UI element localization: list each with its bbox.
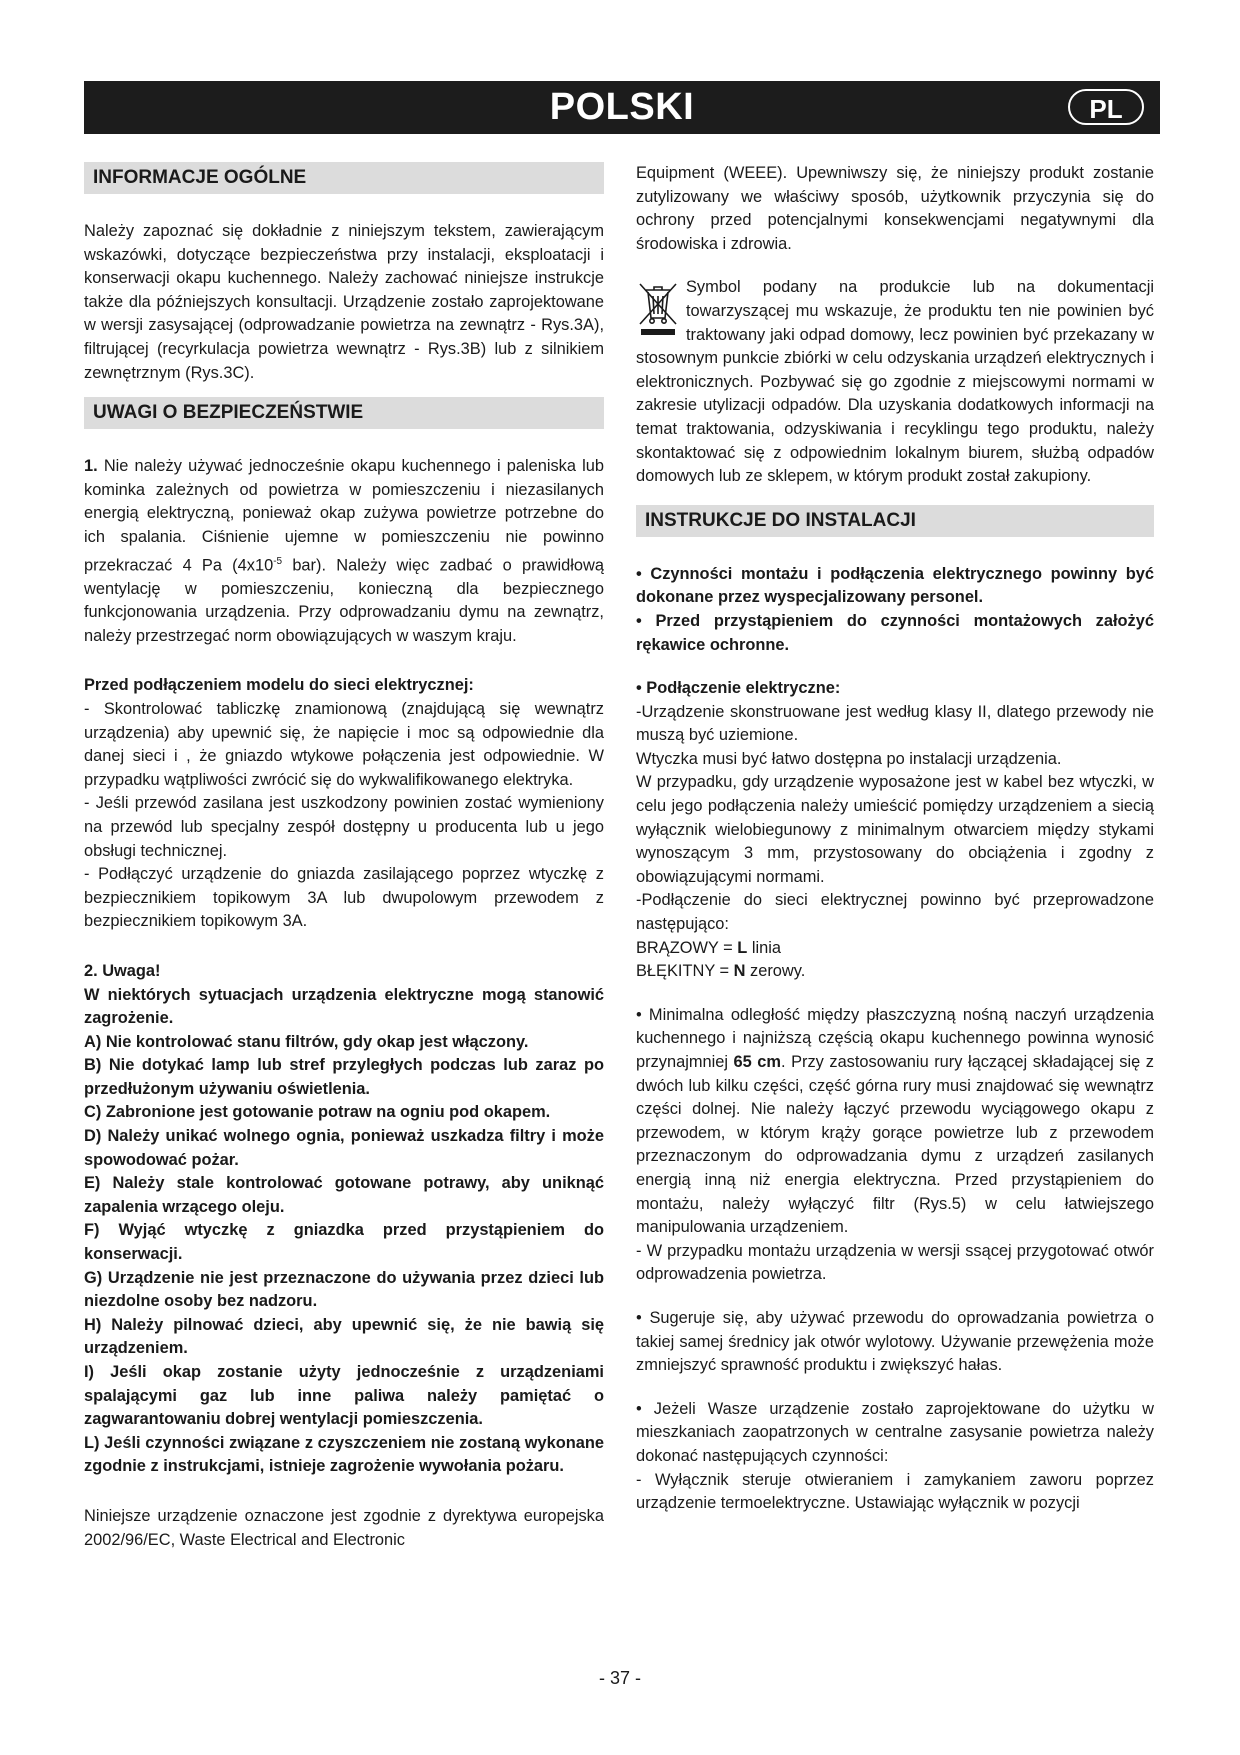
wire-label: BŁĘKITNY = (636, 962, 734, 981)
wire-name: linia (747, 938, 781, 957)
wire-letter: N (733, 962, 746, 981)
suction-paragraph: - W przypadku montażu urządzenia w wersji ssącej przygotować otwór odprowadzenia powietrza. (636, 1241, 1154, 1284)
warning-list-item: L) Jeśli czynności związane z czyszczeniem nie zostaną wykonane zgodnie z instrukcjami, istnieje zagrożenie wywołania pożaru. (84, 1433, 604, 1476)
warning-list-item: A) Nie kontrolować stanu filtrów, gdy okap jest włączony. (84, 1032, 529, 1051)
general-info-paragraph: Należy zapoznać się dokładnie z niniejszym tekstem, zawierającym wskazówki, dotyczące bezpieczeństwa przy instalacji, eksploatacji i konserwacji okapu kuchennego. Należy zachować niniejsze instrukcje także dla późniejszych konsultacji. Urządzenie zostało zaprojektowane w wersji zasysającej (odprowadzanie powietrza na zewnątrz - Rys.3A), filtrującej (recyrkulacja powietrza wewnątrz - Rys.3B) lub z silnikiem zewnętrznym (Rys.3C). (84, 222, 604, 382)
switch-paragraph: - Wyłącznik steruje otwieraniem i zamykaniem zaworu poprzez urządzenie termoelektryczne. Ustawiając wyłącznik w pozycji (636, 1470, 1154, 1513)
right-column (636, 162, 1154, 1516)
item-1-text-a: Nie należy używać jednocześnie okapu kuchennego i paleniska lub kominka zależnych od powietrza w pomieszczeniu i niezasilanych energią elektryczną, ponieważ okap zużywa powietrze potrzebne do ich spalania. Ciśnienie ujemne w pomieszczeniu nie powinno przekraczać 4 Pa (4x10 (84, 457, 604, 574)
electrical-text: -Urządzenie skonstruowane jest według klasy II, dlatego przewody nie muszą być uziemione. (636, 702, 1154, 745)
wire-brown (636, 937, 1154, 961)
electrical-text: W przypadku, gdy urządzenie wyposażone jest w kabel bez wtyczki, w celu jego podłączenia należy umieścić pomiędzy urządzeniem a siecią wyłącznik wielobiegunowy z minimalnym otwarciem między stykami wynoszącym 3 mm, przystosowany do obciążenia i zgodny z obowiązującymi normami. (636, 773, 1154, 886)
warning-list-item: G) Urządzenie nie jest przeznaczone do używania przez dzieci lub niezdolne osoby bez nadzoru. (84, 1268, 604, 1311)
directive-paragraph: Niniejsze urządzenie oznaczone jest zgodnie z dyrektywa europejska 2002/96/EC, Waste Electrical and Electronic (84, 1506, 604, 1549)
min-distance-text: • Minimalna odległość między płaszczyzną nośną naczyń urządzenia kuchennego i najniższą częścią okapu kuchennego powinna wynosić przynajmniej (636, 1005, 1154, 1071)
weee-text: Symbol podany na produkcie lub na dokumentacji towarzyszącej mu wskazuje, że produktu ten nie powinien być traktowany jaki odpad domowy, lecz powinien być przekazany w stosownym punkcie zbiórki w celu odzyskania urządzeń elektrycznych i elektronicznych. Pozbywać się go zgodnie z miejscowymi normami w zakresie utylizacji odpadów. Dla uzyskania dodatkowych informacji na temat traktowania, odzyskiwania i recyklingu tego produktu, należy skontaktować się z odpowiednim lokalnym biurem, służbą odpadów domowych lub ze sklepem, w którym produkt został zakupiony. (636, 278, 1154, 486)
warning-list-item: E) Należy stale kontrolować gotowane potrawy, aby uniknąć zapalenia wrzącego oleju. (84, 1174, 604, 1216)
exponent: -5 (273, 555, 283, 567)
item-1-text-b: bar). Należy więc zadbać o prawidłową wentylację w pomieszczeniu, konieczną dla bezpiecznego funkcjonowania urządzenia. Przy odprowadzaniu dymu na zewnątrz, należy przestrzegać norm obowiązujących w waszym kraju. (84, 556, 604, 645)
crossed-bin-icon (636, 278, 680, 338)
language-header-bar (84, 81, 1160, 134)
before-connection-heading: Przed podłączeniem modelu do sieci elektrycznej: (84, 676, 474, 695)
min-distance-paragraph (636, 1004, 1154, 1240)
wire-letter: L (737, 938, 748, 957)
language-code-badge: PL (1068, 89, 1144, 125)
min-distance-text: . Przy zastosowaniu rury łączącej składającej się z dwóch lub kilku części, część górna rury musi znajdować się wewnątrz części dolnej. Nie należy łączyć przewodu wyciągowego okapu z przewodem, w którym krąży gorące powietrze lub z przewodem przeznaczonym do odprowadzania dymu z urządzeń zasilanych energią inną niż energia elektryczna. Przed przystąpieniem do montażu, należy wyłączyć filtr (Rys.5) w celu łatwiejszego manipulowania urządzeniem. (636, 1053, 1154, 1237)
section-heading-general-info: INFORMACJE OGÓLNE (84, 162, 604, 194)
language-title: POLSKI (549, 86, 695, 128)
section-heading-installation: INSTRUKCJE DO INSTALACJI (636, 505, 1154, 537)
safety-item-1 (84, 455, 604, 648)
item-number: 1. (84, 457, 98, 476)
warning-list-item: I) Jeśli okap zostanie użyty jednocześnie z urządzeniami spalającymi gaz lub inne paliwa należy pamiętać o zagwarantowaniu dobrej wentylacji pomieszczenia. (84, 1363, 604, 1429)
duct-suggestion-paragraph: • Sugeruje się, aby używać przewodu do oprowadzania powietrza o takiej samej średnicy jak otwór wylotowy. Używanie przewężenia może zmniejszyć sprawność produktu i zwiększyć hałas. (636, 1308, 1154, 1375)
before-connection-item: - Jeśli przewód zasilana jest uszkodzony powinien zostać wymieniony na przewód lub specjalny zespół dostępny u producenta lub u jego obsługi technicznej. (84, 794, 604, 860)
electrical-text: Wtyczka musi być łatwo dostępna po instalacji urządzenia. (636, 749, 1062, 768)
wire-name: zerowy. (745, 962, 806, 981)
warning-list-item: D) Należy unikać wolnego ognia, ponieważ uszkadza filtry i może spowodować pożar. (84, 1127, 604, 1169)
before-connection-item: - Podłączyć urządzenie do gniazda zasilającego poprzez wtyczkę z bezpiecznikiem topikowym 3A lub dwupolowym przewodem z bezpiecznikiem topikowym 3A. (84, 865, 604, 931)
directive-continuation: Equipment (WEEE). Upewniwszy się, że niniejszy produkt zostanie zutylizowany we właściwy sposób, użytkownik przyczynia się do ochrony przed potencjalnymi konsekwencjami negatywnymi dla środowiska i zdrowia. (636, 164, 1154, 253)
electrical-heading: • Podłączenie elektryczne: (636, 679, 841, 698)
central-suction-paragraph: • Jeżeli Wasze urządzenie zostało zaprojektowane do użytku w mieszkaniach zaopatrzonych w centralne zasysanie powietrza należy dokonać następujących czynności: (636, 1399, 1154, 1465)
wire-blue (636, 960, 1154, 984)
min-distance-value: 65 cm (733, 1053, 781, 1071)
left-column (84, 162, 604, 1552)
electrical-text: -Podłączenie do sieci elektrycznej powinno być przeprowadzone następująco: (636, 891, 1154, 934)
weee-paragraph (636, 276, 1154, 488)
installation-note: • Czynności montażu i podłączenia elektrycznego powinny być dokonane przez wyspecjalizowany personel. (636, 564, 1154, 607)
page-number: - 37 - (598, 1668, 641, 1688)
wire-label: BRĄZOWY = (636, 938, 738, 957)
section-heading-safety: UWAGI O BEZPIECZEŃSTWIE (84, 397, 604, 429)
warning-list-item: B) Nie dotykać lamp lub stref przyległych podczas lub zaraz po przedłużonym używaniu oświetlenia. (84, 1056, 604, 1098)
warning-intro: W niektórych sytuacjach urządzenia elektryczne mogą stanowić zagrożenie. (84, 985, 604, 1028)
before-connection-item: - Skontrolować tabliczkę znamionową (znajdującą się wewnątrz urządzenia) aby upewnić się, że napięcie i moc są odpowiednie dla danej sieci i , że gniazdo wtykowe połączenia jest odpowiednie. W przypadku wątpliwości zwrócić się do wykwalifikowanego elektryka. (84, 699, 604, 789)
warning-list-item: F) Wyjąć wtyczkę z gniazdka przed przystąpieniem do konserwacji. (84, 1221, 604, 1264)
installation-note: • Przed przystąpieniem do czynności montażowych założyć rękawice ochronne. (636, 611, 1154, 654)
warning-list-item: C) Zabronione jest gotowanie potraw na ogniu pod okapem. (84, 1103, 551, 1122)
warning-list-item: H) Należy pilnować dzieci, aby upewnić się, że nie bawią się urządzeniem. (84, 1315, 604, 1358)
warning-heading: 2. Uwaga! (84, 961, 161, 980)
